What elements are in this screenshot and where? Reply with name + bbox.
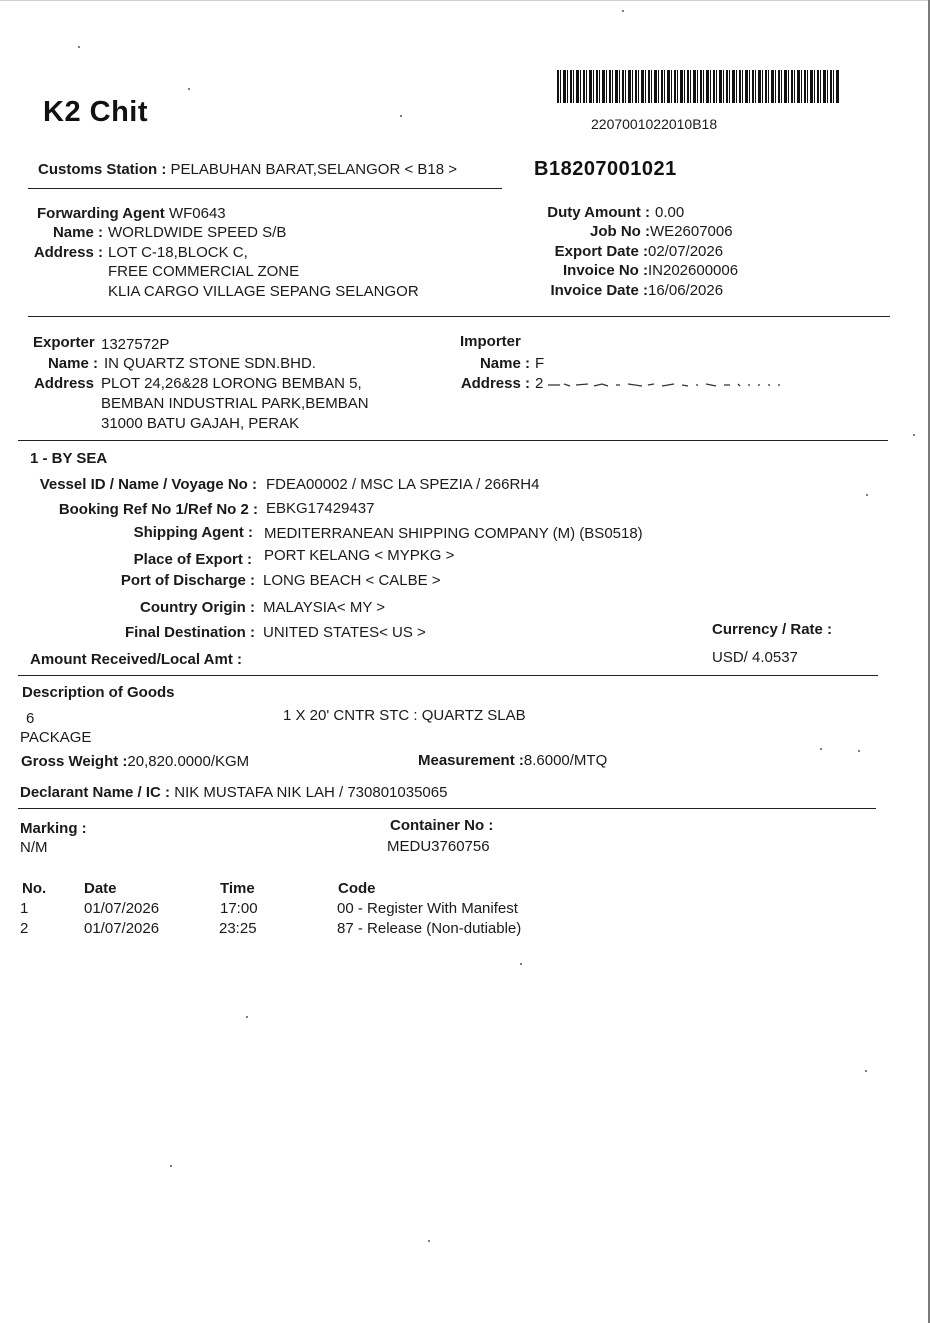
scan-speck [913, 434, 915, 436]
container-value: MEDU3760756 [387, 838, 490, 855]
declarant-label: Declarant Name / IC : [20, 784, 171, 801]
log-header-code: Code [338, 880, 376, 897]
declarant [20, 784, 447, 801]
scan-speck [170, 1165, 172, 1167]
agent-address-line: FREE COMMERCIAL ZONE [108, 263, 300, 280]
job-no-label: Job No : [590, 223, 650, 240]
vessel-value: FDEA00002 / MSC LA SPEZIA / 266RH4 [266, 476, 540, 493]
agent-address-label: Address : [33, 244, 103, 261]
document-title: K2 Chit [43, 96, 148, 128]
container-label: Container No : [390, 817, 494, 834]
scan-speck [866, 494, 868, 496]
export-date-value: 02/07/2026 [648, 243, 724, 260]
section-rule [18, 440, 888, 441]
agent-address-line: KLIA CARGO VILLAGE SEPANG SELANGOR [108, 283, 419, 300]
job-no-value: WE2607006 [650, 223, 733, 240]
log-row-no: 1 [20, 900, 29, 917]
importer-address-value: 2 [535, 375, 544, 392]
log-row-date: 01/07/2026 [84, 900, 160, 917]
importer-label: Importer [460, 333, 521, 350]
measurement-label: Measurement : [418, 752, 524, 769]
goods-description: 1 X 20' CNTR STC : QUARTZ SLAB [283, 707, 526, 724]
exporter-id: 1327572P [101, 336, 170, 353]
scan-speck [188, 88, 190, 90]
exporter-address-line: 31000 BATU GAJAH, PERAK [101, 415, 300, 432]
scan-top-edge [0, 0, 930, 1]
place-of-export-value: PORT KELANG < MYPKG > [264, 547, 455, 564]
forwarding-agent-label: Forwarding Agent [37, 205, 165, 222]
shipping-agent-label: Shipping Agent : [133, 524, 253, 541]
redacted-address-marks [546, 378, 796, 390]
scan-speck [400, 115, 402, 117]
scan-speck [820, 748, 822, 750]
goods-quantity: 6 [26, 710, 35, 727]
invoice-no-value: IN202600006 [648, 262, 739, 279]
gross-weight [21, 753, 249, 770]
scan-speck [520, 963, 522, 965]
log-header-date: Date [84, 880, 117, 897]
gross-weight-value: 20,820.0000/KGM [127, 753, 250, 770]
barcode-number: 2207001022010B18 [591, 116, 718, 132]
exporter-name-label: Name : [47, 355, 98, 372]
export-date-label: Export Date : [554, 243, 648, 260]
country-origin-value: MALAYSIA< MY > [263, 599, 385, 616]
exporter-address-line: BEMBAN INDUSTRIAL PARK,BEMBAN [101, 395, 369, 412]
scan-speck [622, 10, 624, 12]
forwarding-agent-value: WF0643 [168, 205, 226, 222]
log-row-time: 17:00 [220, 900, 258, 917]
currency-rate-value: USD/ 4.0537 [712, 649, 798, 666]
log-row-date: 01/07/2026 [84, 920, 160, 937]
agent-name-label: Name : [52, 224, 103, 241]
exporter-address-label: Address [33, 375, 94, 392]
port-of-discharge-label: Port of Discharge : [120, 572, 255, 589]
header-rule [28, 188, 502, 189]
invoice-date-label: Invoice Date : [550, 282, 648, 299]
declarant-value: NIK MUSTAFA NIK LAH / 730801035065 [174, 784, 448, 801]
scan-speck [246, 1016, 248, 1018]
gross-weight-label: Gross Weight : [21, 753, 128, 770]
customs-station-label: Customs Station : [38, 161, 167, 178]
forwarding-agent-row [37, 205, 226, 222]
exporter-name-value: IN QUARTZ STONE SDN.BHD. [104, 355, 316, 372]
amount-received-label: Amount Received/Local Amt : [30, 651, 242, 668]
barcode-icon [557, 70, 839, 103]
invoice-date-value: 16/06/2026 [648, 282, 724, 299]
shipping-agent-value: MEDITERRANEAN SHIPPING COMPANY (M) (BS0518) [264, 525, 643, 542]
agent-name-value: WORLDWIDE SPEED S/B [108, 224, 287, 241]
country-origin-label: Country Origin : [140, 599, 255, 616]
log-header-time: Time [220, 880, 255, 897]
scan-speck [428, 1240, 430, 1242]
invoice-no-label: Invoice No : [562, 262, 648, 279]
importer-address-label: Address : [460, 375, 530, 392]
log-row-code: 87 - Release (Non-dutiable) [337, 920, 522, 937]
port-of-discharge-value: LONG BEACH < CALBE > [263, 572, 441, 589]
section-rule [28, 316, 890, 317]
booking-label: Booking Ref No 1/Ref No 2 : [58, 501, 258, 518]
importer-name-label: Name : [479, 355, 530, 372]
log-row-time: 23:25 [219, 920, 257, 937]
section-rule [18, 808, 876, 809]
exporter-label: Exporter [33, 334, 95, 351]
place-of-export-label: Place of Export : [133, 551, 252, 568]
importer-name-value: F [535, 355, 545, 372]
exporter-address-line: PLOT 24,26&28 LORONG BEMBAN 5, [101, 375, 362, 392]
log-header-no: No. [22, 880, 47, 897]
customs-station-value: PELABUHAN BARAT,SELANGOR < B18 > [170, 161, 458, 178]
marking-value: N/M [20, 839, 48, 856]
transport-mode: 1 - BY SEA [30, 450, 108, 467]
document-number: B18207001021 [534, 158, 677, 180]
booking-value: EBKG17429437 [266, 500, 375, 517]
scan-speck [865, 1070, 867, 1072]
final-destination-label: Final Destination : [124, 624, 255, 641]
log-row-no: 2 [20, 920, 29, 937]
duty-amount-value: 0.00 [655, 204, 685, 221]
currency-rate-label: Currency / Rate : [712, 621, 833, 638]
scan-speck [858, 750, 860, 752]
vessel-label: Vessel ID / Name / Voyage No : [39, 476, 257, 493]
section-rule [18, 675, 878, 676]
final-destination-value: UNITED STATES< US > [263, 624, 426, 641]
measurement-value: 8.6000/MTQ [523, 752, 608, 769]
customs-station [38, 161, 457, 178]
scan-speck [78, 46, 80, 48]
duty-amount-label: Duty Amount : [547, 204, 650, 221]
goods-unit: PACKAGE [20, 729, 92, 746]
agent-address-line: LOT C-18,BLOCK C, [108, 244, 248, 261]
marking-label: Marking : [20, 820, 87, 837]
goods-label: Description of Goods [22, 684, 175, 701]
measurement [418, 752, 607, 769]
log-row-code: 00 - Register With Manifest [337, 900, 518, 917]
